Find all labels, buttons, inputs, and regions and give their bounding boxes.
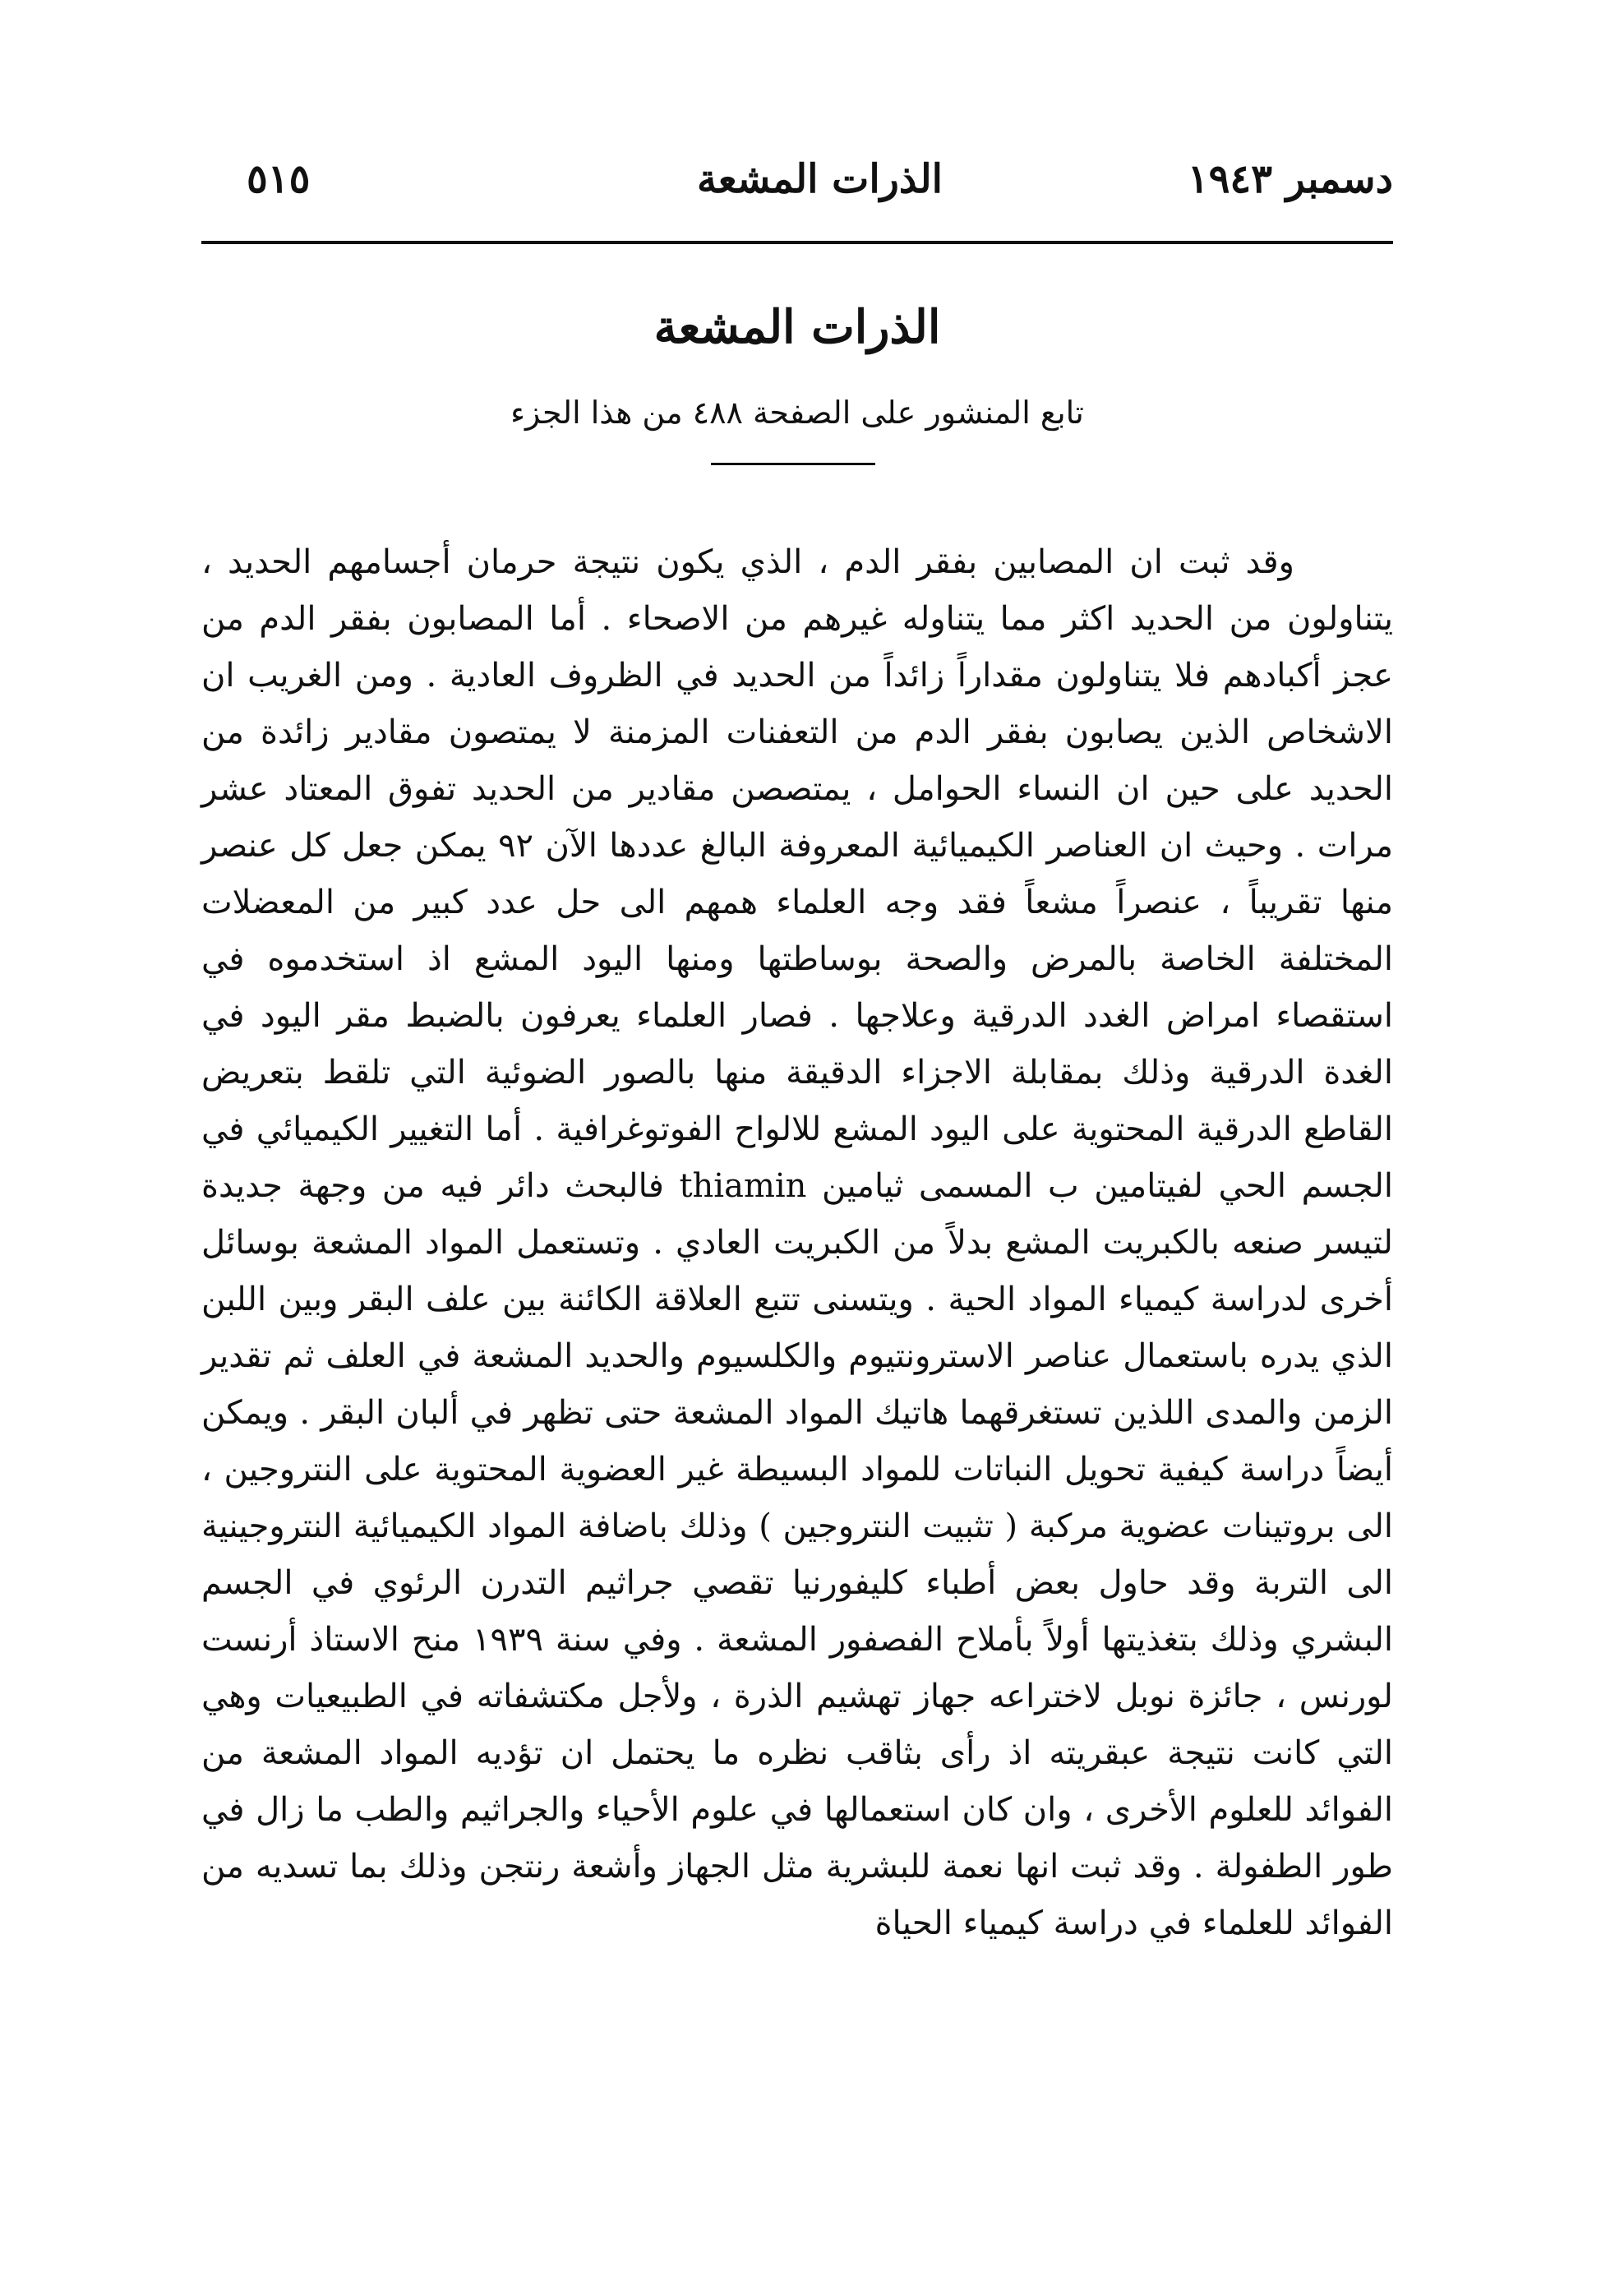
subtitle-divider — [711, 463, 875, 465]
header-title: الذرات المشعة — [697, 156, 943, 202]
header-divider — [201, 241, 1393, 244]
page-number: ٥١٥ — [247, 156, 311, 202]
article-title: الذرات المشعة — [653, 300, 941, 354]
body-paragraph: وقد ثبت ان المصابين بفقر الدم ، الذي يكون نتيجة حرمان أجسامهم الحديد ، يتناولون من الحديد اكثر مما يتناوله غيرهم من الاصحاء . أما المصابون بفقر الدم من عجز أكبادهم فلا يتناولون مقداراً زائداً من الحديد في الظروف العادية . ومن الغريب ان الاشخاص الذين يصابون بفقر الدم من التعفنات المزمنة لا يمتصون مقادير زائدة من الحديد على حين ان النساء الحوامل ، يمتصصن مقادير من الحديد تفوق المعتاد عشر مرات . وحيث ان العناصر الكيميائية المعروفة البالغ عددها الآن ٩٢ يمكن جعل كل عنصر منها تقريباً ، عنصراً مشعاً فقد وجه العلماء همهم الى حل عدد كبير من المعضلات المختلفة الخاصة بالمرض والصحة بوساطتها ومنها اليود المشع اذ استخدموه في استقصاء امراض الغدد الدرقية وعلاجها . فصار العلماء يعرفون بالضبط مقر اليود في الغدة الدرقية وذلك بمقابلة الاجزاء الدقيقة منها بالصور الضوئية التي تلقط بتعريض القاطع الدرقية المحتوية على اليود المشع للالواح الفوتوغرافية . أما التغيير الكيميائي في الجسم الحي لفيتامين ب المسمى ثيامين thiamin فالبحث دائر فيه من وجهة جديدة لتيسر صنعه بالكبريت المشع بدلاً من الكبريت العادي . وتستعمل المواد المشعة بوسائل أخرى لدراسة كيمياء المواد الحية . ويتسنى تتبع العلاقة الكائنة بين علف البقر وبين اللبن الذي يدره باستعمال عناصر الاسترونتيوم والكلسيوم والحديد المشعة في العلف ثم تقدير الزمن والمدى اللذين تستغرقهما هاتيك المواد المشعة حتى تظهر في ألبان البقر . ويمكن أيضاً دراسة كيفية تحويل النباتات للمواد البسيطة غير العضوية المحتوية على النتروجين ، الى بروتينات عضوية مركبة ( تثبيت النتروجين ) وذلك باضافة المواد الكيميائية النتروجينية الى التربة وقد حاول بعض أطباء كليفورنيا تقصي جراثيم التدرن الرئوي في الجسم البشري وذلك بتغذيتها أولاً بأملاح الفصفور المشعة . وفي سنة ١٩٣٩ منح الاستاذ أرنست لورنس ، جائزة نوبل لاختراعه جهاز تهشيم الذرة ، ولأجل مكتشفاته في الطبيعيات وهي التي كانت نتيجة عبقريته اذ رأى بثاقب نظره ما يحتمل ان تؤديه المواد المشعة من الفوائد للعلوم الأخرى ، وان كان استعمالها في علوم الأحياء والجراثيم والطب ما زال في طور الطفولة . وقد ثبت انها نعمة للبشرية مثل الجهاز وأشعة رنتجن وذلك بما تسديه من الفوائد للعلماء في دراسة كيمياء الحياة — [201, 543, 1394, 1942]
article-subtitle: تابع المنشور على الصفحة ٤٨٨ من هذا الجزء — [510, 395, 1084, 431]
article-body — [201, 534, 1393, 1952]
header-date: دسمبر ١٩٤٣ — [1187, 156, 1393, 202]
running-header — [247, 156, 1393, 222]
